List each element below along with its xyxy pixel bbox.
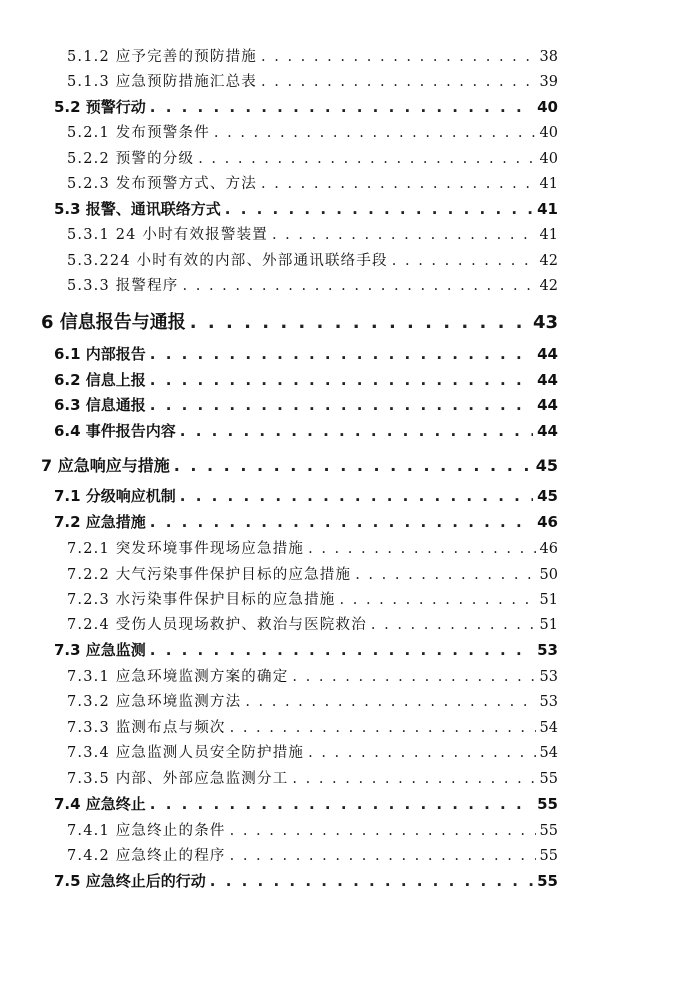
- toc-entry-page: 50: [539, 567, 558, 583]
- toc-leader-dots: [190, 312, 529, 333]
- toc-leader-dots: [150, 641, 533, 659]
- toc-entry[interactable]: [67, 121, 558, 142]
- toc-entry-title: 5.2.3 发布预警方式、方法: [67, 176, 258, 192]
- toc-entry-title: 5.3 报警、通讯联络方式: [54, 200, 221, 218]
- toc-leader-dots: [183, 278, 536, 294]
- toc-entry-page: 53: [537, 641, 558, 659]
- toc-entry[interactable]: [67, 537, 558, 558]
- toc-leader-dots: [245, 694, 535, 710]
- toc-entry[interactable]: [67, 588, 558, 609]
- toc-entry-page: 38: [539, 49, 558, 65]
- toc-entry-page: 41: [539, 227, 558, 243]
- toc-entry-title: 5.1.2 应予完善的预防措施: [67, 49, 258, 65]
- toc-entry[interactable]: [67, 249, 558, 270]
- toc-leader-dots: [392, 253, 536, 269]
- toc-entry-title: 7.2.1 突发环境事件现场应急措施: [67, 541, 305, 557]
- toc-entry-page: 40: [539, 125, 558, 141]
- toc-entry-title: 7.3.3 监测布点与频次: [67, 720, 226, 736]
- toc-entry-page: 40: [537, 98, 558, 116]
- toc-entry-page: 51: [539, 592, 558, 608]
- toc-leader-dots: [308, 541, 535, 557]
- toc-entry-page: 39: [539, 74, 558, 90]
- toc-leader-dots: [180, 487, 533, 505]
- toc-entry-title: 5.3.1 24 小时有效报警装置: [67, 227, 268, 243]
- toc-entry[interactable]: [54, 870, 558, 891]
- toc-entry[interactable]: [67, 741, 558, 762]
- toc-leader-dots: [340, 592, 536, 608]
- toc-entry[interactable]: [54, 793, 558, 814]
- toc-leader-dots: [230, 848, 536, 864]
- toc-entry[interactable]: [54, 511, 558, 532]
- toc-entry-page: 55: [539, 823, 558, 839]
- toc-entry-page: 55: [537, 795, 558, 813]
- toc-entry[interactable]: [41, 453, 558, 476]
- toc-entry-page: 55: [539, 848, 558, 864]
- toc-entry-title: 7.3.5 内部、外部应急监测分工: [67, 771, 289, 787]
- toc-entry-page: 40: [539, 151, 558, 167]
- toc-entry-title: 6.3 信息通报: [54, 396, 146, 414]
- toc-entry-title: 7.3.4 应急监测人员安全防护措施: [67, 745, 305, 761]
- toc-leader-dots: [150, 396, 533, 414]
- toc-entry-title: 5.2.2 预警的分级: [67, 151, 195, 167]
- toc-entry[interactable]: [54, 485, 558, 506]
- toc-entry-title: 7.4.2 应急终止的程序: [67, 848, 226, 864]
- toc-entry[interactable]: [67, 45, 558, 66]
- toc-entry-title: 5.2.1 发布预警条件: [67, 125, 210, 141]
- toc-entry[interactable]: [67, 147, 558, 168]
- toc-entry-page: 46: [539, 541, 558, 557]
- toc-entry-title: 7.2.4 受伤人员现场救护、救治与医院救治: [67, 617, 367, 633]
- toc-entry-page: 54: [539, 720, 558, 736]
- toc-entry-page: 42: [539, 278, 558, 294]
- toc-entry-title: 7.3 应急监测: [54, 641, 146, 659]
- toc-entry-page: 43: [532, 312, 558, 333]
- toc-entry-title: 6.2 信息上报: [54, 371, 146, 389]
- toc-entry[interactable]: [67, 819, 558, 840]
- toc-entry-page: 55: [539, 771, 558, 787]
- toc-entry-title: 7.2 应急措施: [54, 513, 146, 531]
- toc-entry-title: 7.3.1 应急环境监测方案的确定: [67, 669, 289, 685]
- toc-entry-title: 7 应急响应与措施: [41, 456, 170, 475]
- toc-entry-title: 7.4 应急终止: [54, 795, 146, 813]
- toc-entry-title: 7.3.2 应急环境监测方法: [67, 694, 242, 710]
- toc-entry[interactable]: [54, 394, 558, 415]
- toc-leader-dots: [225, 200, 533, 218]
- toc-entry-title: 5.1.3 应急预防措施汇总表: [67, 74, 258, 90]
- toc-entry-page: 54: [539, 745, 558, 761]
- toc-leader-dots: [180, 422, 533, 440]
- toc-entry[interactable]: [54, 369, 558, 390]
- toc-entry[interactable]: [54, 639, 558, 660]
- toc-entry-page: 45: [537, 487, 558, 505]
- toc-entry-page: 44: [537, 396, 558, 414]
- toc-entry-page: 41: [539, 176, 558, 192]
- toc-entry-title: 5.2 预警行动: [54, 98, 146, 116]
- toc-entry[interactable]: [67, 716, 558, 737]
- toc-entry-page: 44: [537, 422, 558, 440]
- toc-entry-title: 7.4.1 应急终止的条件: [67, 823, 226, 839]
- toc-entry-page: 44: [537, 345, 558, 363]
- toc-entry-page: 55: [537, 872, 558, 890]
- toc-leader-dots: [272, 227, 536, 243]
- toc-entry[interactable]: [67, 274, 558, 295]
- toc-entry-title: 7.5 应急终止后的行动: [54, 872, 206, 890]
- toc-entry[interactable]: [67, 613, 558, 634]
- toc-leader-dots: [230, 720, 536, 736]
- toc-leader-dots: [355, 567, 535, 583]
- toc-leader-dots: [230, 823, 536, 839]
- toc-entry-title: 6.4 事件报告内容: [54, 422, 176, 440]
- toc-entry-page: 41: [537, 200, 558, 218]
- toc-leader-dots: [198, 151, 535, 167]
- toc-entry[interactable]: [67, 563, 558, 584]
- toc-leader-dots: [292, 771, 535, 787]
- toc-entry-title: 5.3.3 报警程序: [67, 278, 179, 294]
- toc-entry[interactable]: [54, 198, 558, 219]
- toc-entry-title: 7.2.3 水污染事件保护目标的应急措施: [67, 592, 336, 608]
- toc-leader-dots: [292, 669, 535, 685]
- toc-leader-dots: [150, 345, 533, 363]
- toc-leader-dots: [150, 371, 533, 389]
- toc-leader-dots: [261, 176, 536, 192]
- toc-entry[interactable]: [67, 223, 558, 244]
- toc-entry-page: 51: [539, 617, 558, 633]
- toc-entry[interactable]: [41, 308, 558, 334]
- toc-entry-page: 44: [537, 371, 558, 389]
- toc-entry-page: 46: [537, 513, 558, 531]
- toc-entry[interactable]: [54, 420, 558, 441]
- toc-entry[interactable]: [54, 96, 558, 117]
- toc-entry[interactable]: [67, 690, 558, 711]
- toc-entry[interactable]: [67, 767, 558, 788]
- toc-entry-page: 53: [539, 669, 558, 685]
- toc-entry-page: 53: [539, 694, 558, 710]
- toc-entry-page: 42: [539, 253, 558, 269]
- toc-entry-title: 6 信息报告与通报: [41, 312, 186, 333]
- toc-entry[interactable]: [67, 844, 558, 865]
- toc-leader-dots: [174, 456, 532, 475]
- toc-entry-title: 7.1 分级响应机制: [54, 487, 176, 505]
- toc-leader-dots: [150, 795, 533, 813]
- toc-entry[interactable]: [67, 665, 558, 686]
- toc-entry-page: 45: [535, 456, 558, 475]
- toc-leader-dots: [150, 513, 533, 531]
- toc-entry[interactable]: [67, 172, 558, 193]
- toc-entry-title: 7.2.2 大气污染事件保护目标的应急措施: [67, 567, 352, 583]
- toc-entry[interactable]: [54, 343, 558, 364]
- toc-entry[interactable]: [67, 70, 558, 91]
- toc-entry-title: 5.3.224 小时有效的内部、外部通讯联络手段: [67, 253, 388, 269]
- toc-leader-dots: [150, 98, 533, 116]
- toc-entry-title: 6.1 内部报告: [54, 345, 146, 363]
- toc-leader-dots: [210, 872, 533, 890]
- toc-leader-dots: [308, 745, 535, 761]
- toc-leader-dots: [214, 125, 536, 141]
- toc-leader-dots: [261, 49, 536, 65]
- toc-leader-dots: [371, 617, 536, 633]
- toc-leader-dots: [261, 74, 536, 90]
